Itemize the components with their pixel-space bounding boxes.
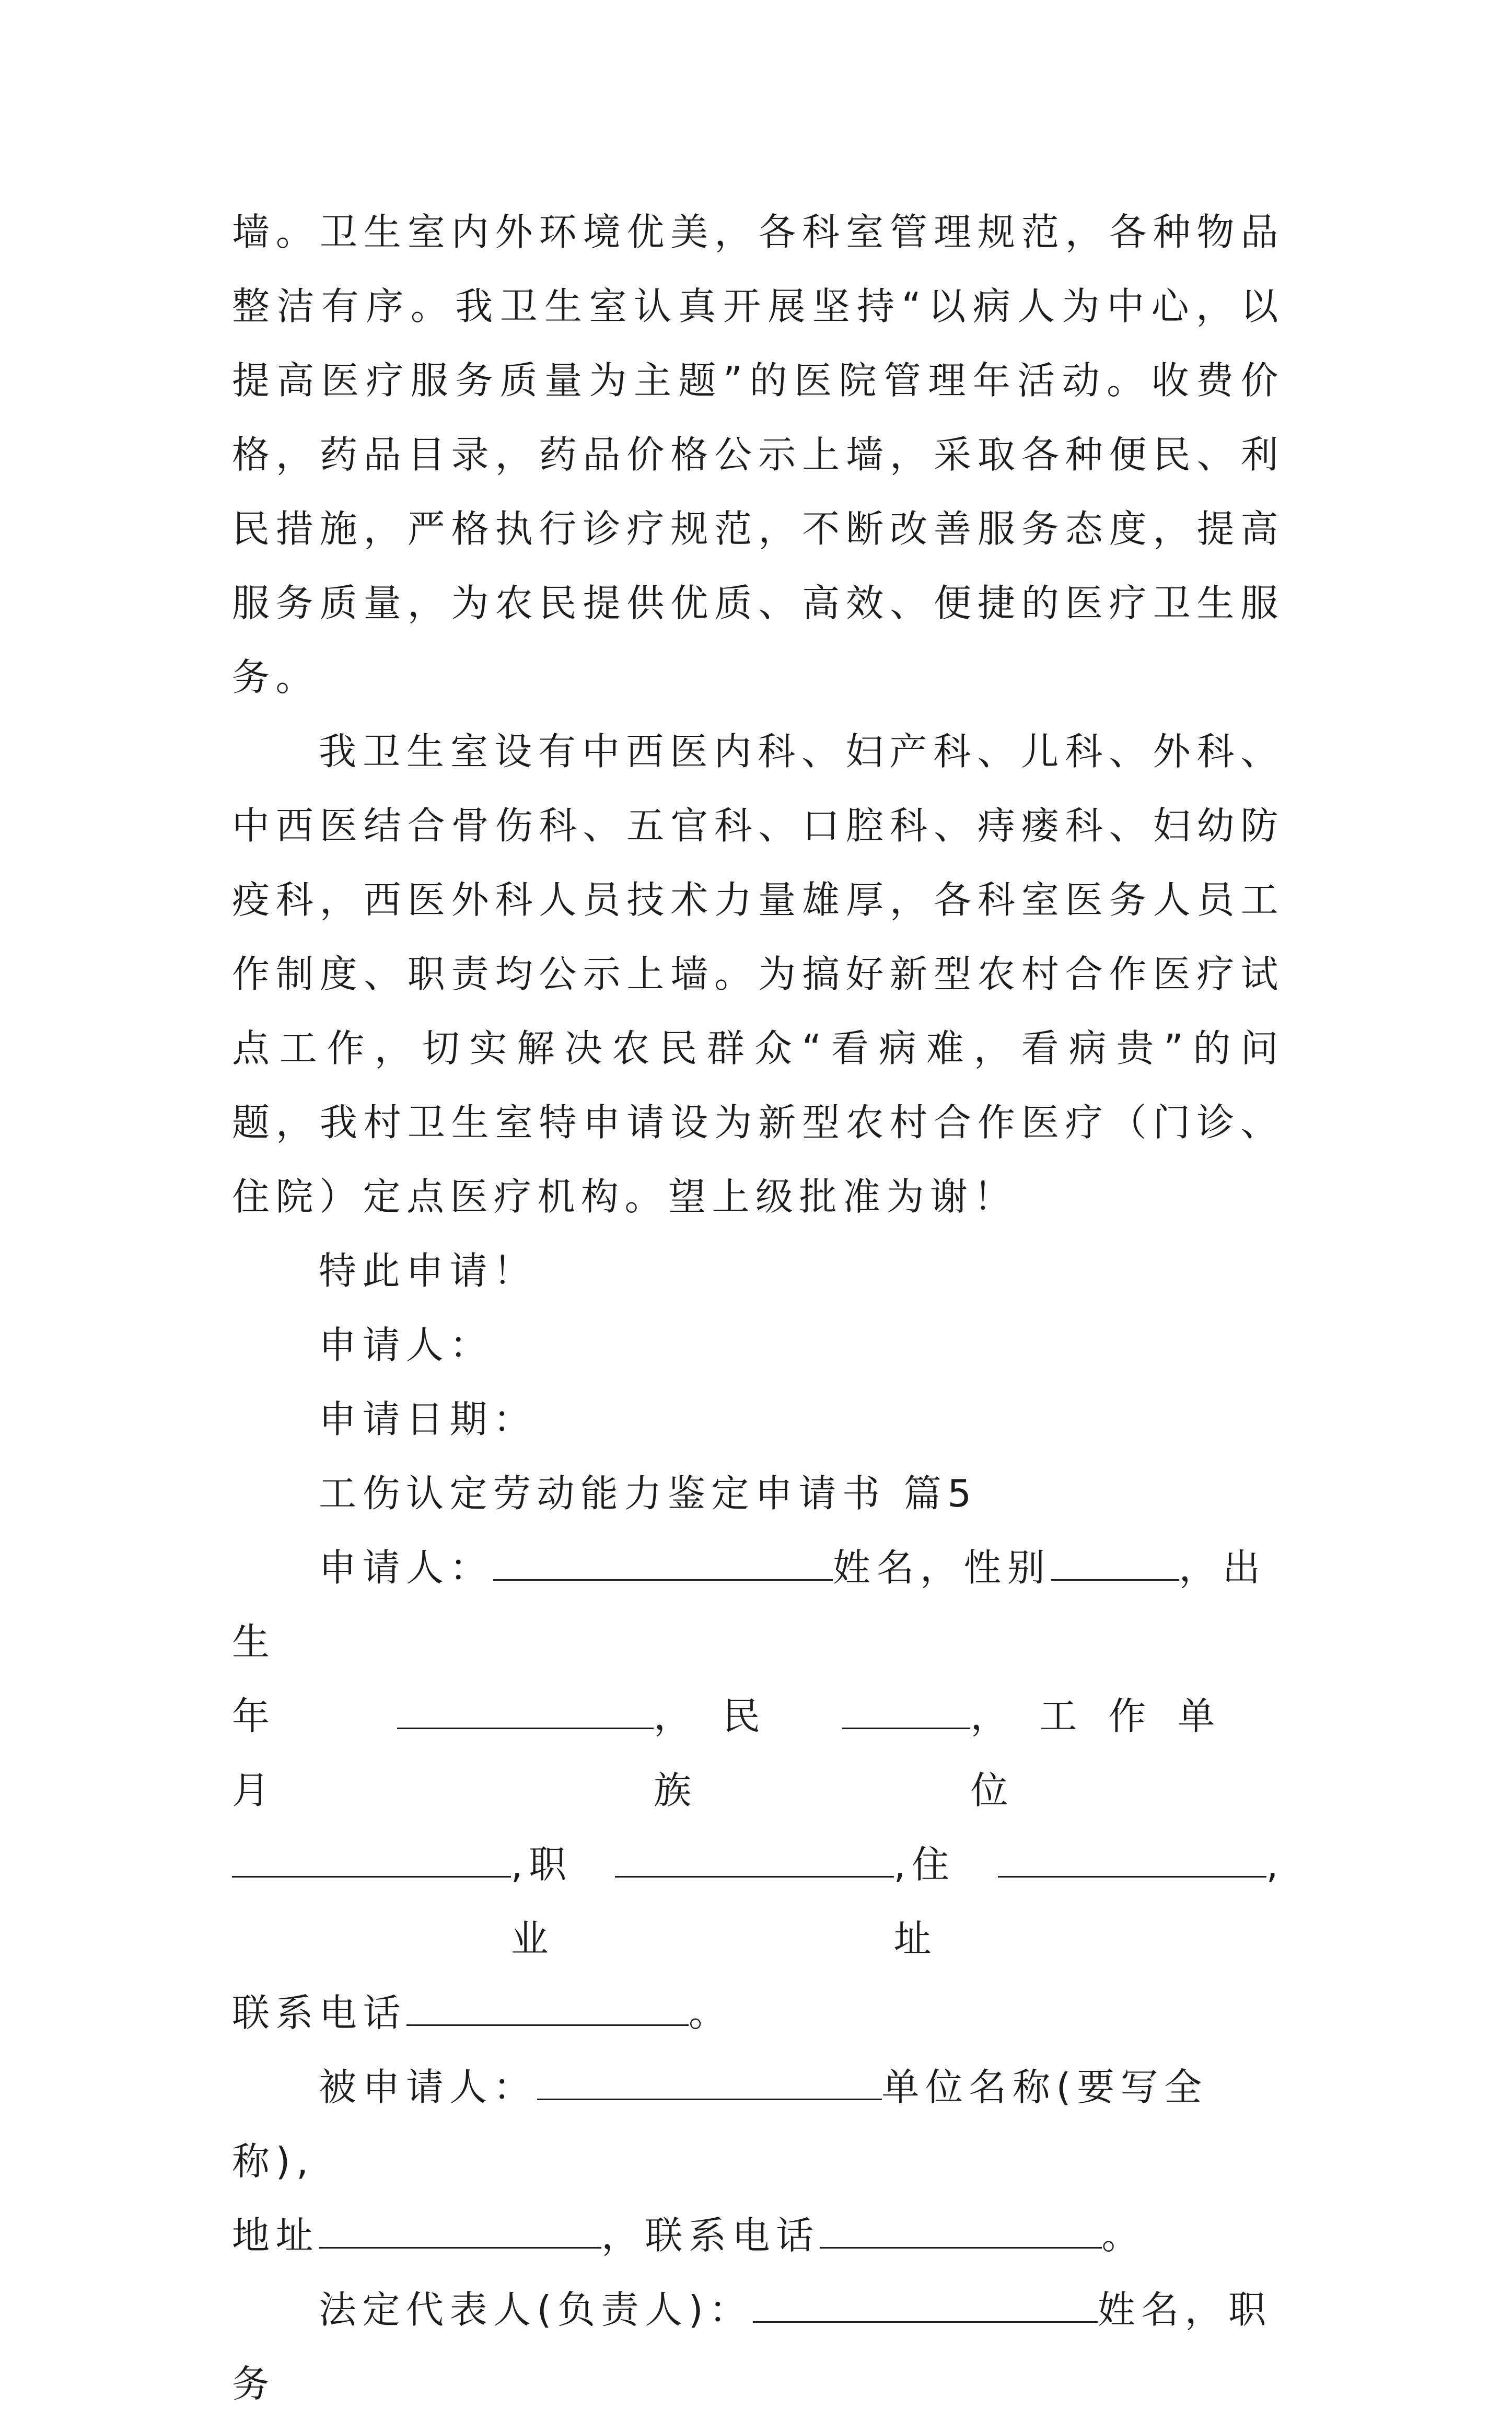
applicant-form-line-2 [232,1679,1284,1827]
respondent-form-line-2 [232,2198,1284,2273]
employer-blank[interactable] [232,1844,511,1878]
phone-period: 。 [689,1991,732,2035]
address-label: ,住址 [893,1843,956,1961]
legal-rep-line [232,2273,1284,2421]
applicant-label: 申请人： [319,1323,494,1367]
legal-rep-blank[interactable] [753,2289,1098,2323]
name-gender-label: 姓名，性别 [833,1546,1051,1590]
occupation-blank[interactable] [615,1844,894,1878]
occupation-label: ,职业 [510,1843,573,1961]
address-blank[interactable] [998,1844,1266,1878]
respondent-form-line-1 [232,2050,1284,2198]
respondent-address-label: 地址 [232,2214,320,2257]
birth-label: 年 月 [232,1694,301,1812]
paragraph-2: 我卫生室设有中西医内科、妇产科、儿科、外科、中西医结合骨伤科、五官科、口腔科、痔瘘科、妇幼防疫科，西医外科人员技术力量雄厚，各科室医务人员工作制度、职责均公示上墙。为搞好新型农村合作医疗试点工作，切实解决农民群众“看病难，看病贵”的问题，我村卫生室特申请设为新型农村合作医疗（门诊、住院）定点医疗机构。望上级批准为谢！ [232,729,1284,1219]
applicant-blank-1[interactable] [493,1547,833,1581]
birth-sep-label: ，出生 [232,1546,1266,1664]
document-body [232,195,1284,2421]
phone-label: 联系电话 [232,1991,407,2035]
ethnic-blank[interactable] [842,1695,971,1729]
respondent-phone-blank[interactable] [820,2215,1102,2249]
unit-name-label: 单位名称(要写全称), [232,2065,1208,2183]
phone-blank[interactable] [406,1992,689,2026]
closing-text: 特此申请！ [319,1249,537,1293]
employer-label: ，工作单位 [970,1694,1247,1812]
legal-rep-name-label: 姓名，职务 [232,2288,1272,2406]
respondent-address-blank[interactable] [319,2215,601,2249]
date-label: 申请日期： [319,1397,537,1441]
gender-blank[interactable] [1051,1547,1179,1581]
birth-blank[interactable] [397,1695,654,1729]
legal-rep-label: 法定代表人(负责人)： [319,2288,753,2332]
respondent-period: 。 [1101,2214,1146,2257]
respondent-phone-label: ，联系电话 [601,2214,820,2257]
applicant-form-line-4 [232,1976,1284,2050]
applicant-form-line-1 [232,1531,1284,1679]
ethnic-label: ，民族 [654,1694,792,1812]
respondent-blank[interactable] [537,2066,882,2100]
applicant-form-label: 申请人： [319,1546,494,1590]
paragraph-1: 墙。卫生室内外环境优美，各科室管理规范，各种物品整洁有序。我卫生室认真开展坚持“以病人为中心，以提高医疗服务质量为主题”的医院管理年活动。收费价格，药品目录，药品价格公示上墙，采取各种便民、利民措施，严格执行诊疗规范，不断改善服务态度，提高服务质量，为农民提供优质、高效、便捷的医疗卫生服务。 [232,210,1284,699]
respondent-label: 被申请人： [319,2065,537,2109]
section-title: 工伤认定劳动能力鉴定申请书 篇5 [319,1472,978,1515]
applicant-form-line-3 [232,1827,1284,1976]
address-comma: , [1266,1843,1284,1886]
